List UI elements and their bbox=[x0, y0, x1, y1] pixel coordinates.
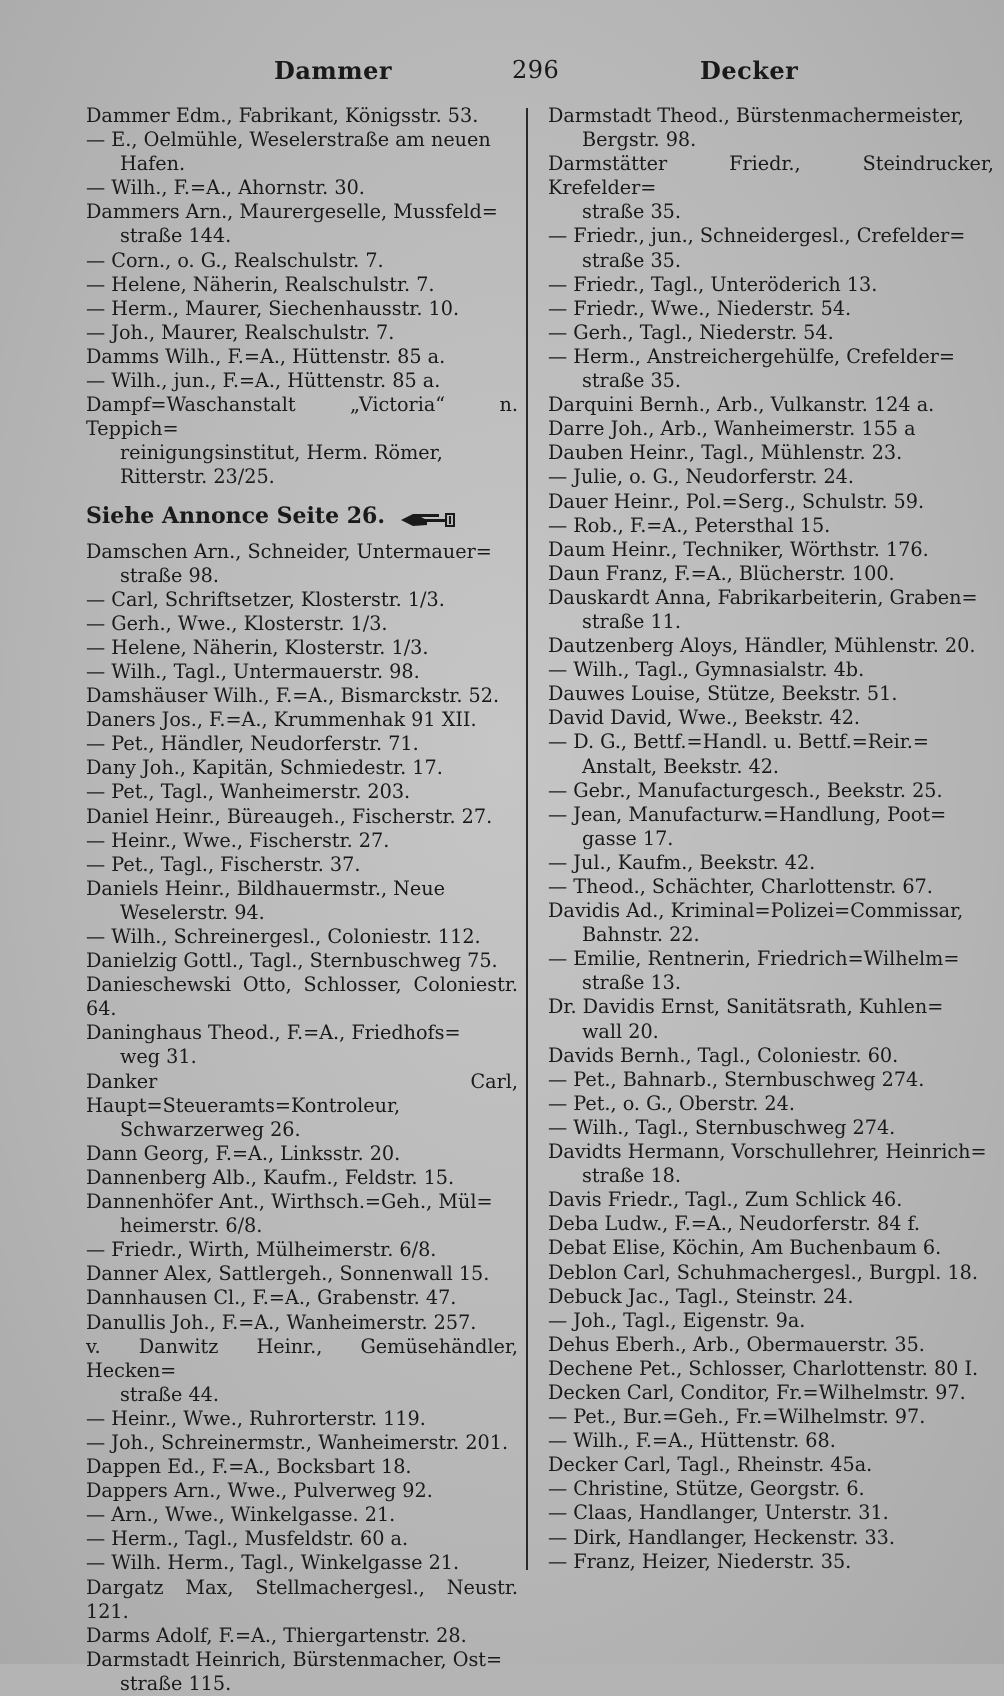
directory-entry bbox=[548, 947, 994, 995]
directory-entry bbox=[548, 995, 994, 1043]
directory-entry bbox=[548, 393, 994, 417]
directory-entry bbox=[548, 297, 994, 321]
page-number: 296 bbox=[512, 56, 560, 84]
directory-entry bbox=[548, 345, 994, 393]
entry-line: Deba Ludw., F.=A., Neudorferstr. 84 f. bbox=[548, 1212, 921, 1236]
entry-line: — Joh., Schreinermstr., Wanheimerstr. 201. bbox=[86, 1430, 509, 1454]
directory-entry bbox=[548, 1116, 994, 1140]
entry-line: — Gerh., Wwe., Klosterstr. 1/3. bbox=[86, 611, 388, 635]
entry-line: — Friedr., Wirth, Mülheimerstr. 6/8. bbox=[86, 1238, 437, 1262]
entry-line: — Wilh., jun., F.=A., Hüttenstr. 85 a. bbox=[86, 369, 441, 393]
directory-entry bbox=[548, 465, 994, 489]
entry-continuation: straße 35. bbox=[582, 248, 681, 272]
directory-entry bbox=[86, 1431, 518, 1455]
directory-entry bbox=[548, 1092, 994, 1116]
entry-line: — Joh., Tagl., Eigenstr. 9a. bbox=[548, 1308, 806, 1332]
directory-entry bbox=[548, 875, 994, 899]
directory-entry bbox=[548, 1140, 994, 1188]
directory-entry bbox=[86, 1262, 518, 1286]
entry-line: Dauben Heinr., Tagl., Mühlenstr. 23. bbox=[548, 441, 903, 465]
directory-entry bbox=[548, 417, 994, 441]
directory-entry bbox=[86, 1335, 518, 1407]
entry-line: — Wilh., Tagl., Sternbuschweg 274. bbox=[548, 1115, 896, 1139]
directory-entry bbox=[548, 562, 994, 586]
entry-line: Dauer Heinr., Pol.=Serg., Schulstr. 59. bbox=[548, 489, 925, 513]
directory-entry bbox=[86, 1527, 518, 1551]
directory-entry bbox=[548, 1550, 994, 1574]
directory-entry bbox=[548, 441, 994, 465]
entry-line: Danullis Joh., F.=A., Wanheimerstr. 257. bbox=[86, 1310, 477, 1334]
entry-line: — E., Oelmühle, Weselerstraße am neuen bbox=[86, 128, 491, 152]
entry-line: Dannenhöfer Ant., Wirthsch.=Geh., Mül= bbox=[86, 1190, 493, 1214]
entry-line: Damschen Arn., Schneider, Untermauer= bbox=[86, 539, 492, 563]
directory-entry bbox=[86, 1142, 518, 1166]
entry-line: — Wilh., Schreinergesl., Coloniestr. 112. bbox=[86, 925, 481, 948]
column-divider bbox=[526, 108, 528, 1570]
entry-line: Danielzig Gottl., Tagl., Sternbuschweg 75. bbox=[86, 949, 498, 973]
directory-entry bbox=[548, 803, 994, 851]
entry-continuation: straße 35. bbox=[582, 369, 681, 393]
entry-continuation: Ritterstr. 23/25. bbox=[120, 465, 275, 489]
entry-line: — Heinr., Wwe., Fischerstr. 27. bbox=[86, 828, 390, 852]
directory-entry bbox=[548, 1236, 994, 1260]
directory-entry bbox=[86, 1238, 518, 1262]
directory-entry bbox=[548, 1044, 994, 1068]
directory-entry bbox=[548, 273, 994, 297]
directory-entry bbox=[86, 949, 518, 973]
entry-continuation: straße 13. bbox=[582, 971, 681, 995]
directory-entry bbox=[548, 658, 994, 682]
entry-line: Dannhausen Cl., F.=A., Grabenstr. 47. bbox=[86, 1286, 457, 1310]
entry-line: v. Danwitz Heinr., Gemüsehändler, Hecken= bbox=[86, 1334, 518, 1382]
entry-line: — Wilh., Tagl., Gymnasialstr. 4b. bbox=[548, 658, 865, 682]
entry-line: — Herm., Anstreichergehülfe, Crefelder= bbox=[548, 344, 955, 368]
entry-line: David David, Wwe., Beekstr. 42. bbox=[548, 706, 861, 730]
left-column bbox=[86, 104, 518, 1696]
directory-entry bbox=[86, 1407, 518, 1431]
entry-line: Dauskardt Anna, Fabrikarbeiterin, Graben= bbox=[548, 585, 978, 609]
directory-entry bbox=[86, 1311, 518, 1335]
entry-line: Dauwes Louise, Stütze, Beekstr. 51. bbox=[548, 682, 898, 706]
entry-line: — Christine, Stütze, Georgstr. 6. bbox=[548, 1477, 865, 1501]
annonce-text: Siehe Annonce Seite 26. bbox=[86, 502, 386, 529]
entry-line: — Herm., Maurer, Siechenhausstr. 10. bbox=[86, 296, 460, 320]
directory-entry bbox=[86, 684, 518, 708]
entry-line: Davidis Ad., Kriminal=Polizei=Commissar, bbox=[548, 899, 964, 923]
entry-line: Dany Joh., Kapitän, Schmiedestr. 17. bbox=[86, 756, 443, 780]
entry-line: Dechene Pet., Schlosser, Charlottenstr. 80 I. bbox=[548, 1356, 979, 1380]
entry-continuation: weg 31. bbox=[120, 1045, 197, 1069]
entry-line: Dappen Ed., F.=A., Bocksbart 18. bbox=[86, 1455, 412, 1479]
entry-line: Darmstadt Theod., Bürstenmachermeister, bbox=[548, 104, 964, 127]
entry-line: Dr. Davidis Ernst, Sanitätsrath, Kuhlen= bbox=[548, 995, 944, 1019]
entry-line: Decken Carl, Conditor, Fr.=Wilhelmstr. 97. bbox=[548, 1380, 966, 1404]
entry-line: — Claas, Handlanger, Unterstr. 31. bbox=[548, 1501, 889, 1525]
entry-line: — Dirk, Handlanger, Heckenstr. 33. bbox=[548, 1525, 895, 1549]
entry-line: Dann Georg, F.=A., Linksstr. 20. bbox=[86, 1141, 401, 1165]
directory-entry bbox=[86, 1286, 518, 1310]
entry-continuation: straße 11. bbox=[582, 609, 681, 633]
entry-line: Daninghaus Theod., F.=A., Friedhofs= bbox=[86, 1021, 461, 1045]
directory-entry bbox=[86, 636, 518, 660]
directory-entry bbox=[86, 1190, 518, 1238]
entry-line: Davids Bernh., Tagl., Coloniestr. 60. bbox=[548, 1043, 899, 1067]
entry-line: Damms Wilh., F.=A., Hüttenstr. 85 a. bbox=[86, 344, 446, 368]
entry-line: — D. G., Bettf.=Handl. u. Bettf.=Reir.= bbox=[548, 730, 929, 754]
entry-continuation: straße 144. bbox=[120, 224, 232, 248]
entry-continuation: Bergstr. 98. bbox=[582, 128, 697, 152]
entry-line: — Franz, Heizer, Niederstr. 35. bbox=[548, 1549, 852, 1573]
directory-entry bbox=[86, 805, 518, 829]
entry-line: Darms Adolf, F.=A., Thiergartenstr. 28. bbox=[86, 1623, 467, 1647]
entry-continuation: Bahnstr. 22. bbox=[582, 923, 700, 947]
directory-entry bbox=[548, 730, 994, 778]
entry-continuation: straße 115. bbox=[120, 1671, 232, 1695]
directory-entry bbox=[86, 393, 518, 489]
entry-line: — Helene, Näherin, Klosterstr. 1/3. bbox=[86, 635, 429, 659]
entry-line: Davis Friedr., Tagl., Zum Schlick 46. bbox=[548, 1188, 903, 1212]
directory-entry bbox=[86, 1648, 518, 1696]
directory-entry bbox=[548, 514, 994, 538]
entry-continuation: Schwarzerweg 26. bbox=[120, 1117, 301, 1141]
directory-entry bbox=[86, 1503, 518, 1527]
entry-line: Deblon Carl, Schuhmachergesl., Burgpl. 18. bbox=[548, 1260, 978, 1284]
entry-line: Daners Jos., F.=A., Krummenhak 91 XII. bbox=[86, 708, 477, 732]
entry-continuation: wall 20. bbox=[582, 1019, 659, 1043]
entry-line: — Corn., o. G., Realschulstr. 7. bbox=[86, 248, 384, 272]
directory-entry bbox=[86, 104, 518, 128]
entry-line: — Joh., Maurer, Realschulstr. 7. bbox=[86, 320, 395, 344]
entry-line: — Friedr., jun., Schneidergesl., Crefelder= bbox=[548, 224, 966, 248]
entry-line: Dargatz Max, Stellmachergesl., Neustr. 121. bbox=[86, 1575, 518, 1623]
directory-entry bbox=[86, 540, 518, 588]
running-head-left: Dammer bbox=[274, 56, 393, 85]
annonce-notice bbox=[86, 502, 518, 530]
entry-line: — Pet., Bur.=Geh., Fr.=Wilhelmstr. 97. bbox=[548, 1405, 926, 1429]
entry-line: — Heinr., Wwe., Ruhrorterstr. 119. bbox=[86, 1406, 426, 1430]
entry-line: — Pet., Tagl., Wanheimerstr. 203. bbox=[86, 780, 411, 804]
entry-line: Dannenberg Alb., Kaufm., Feldstr. 15. bbox=[86, 1165, 455, 1189]
entry-line: — Friedr., Wwe., Niederstr. 54. bbox=[548, 296, 852, 320]
entry-continuation: heimerstr. 6/8. bbox=[120, 1214, 263, 1238]
directory-entry bbox=[86, 925, 518, 949]
directory-entry bbox=[548, 1453, 994, 1477]
directory-entry bbox=[548, 490, 994, 514]
directory-entry bbox=[86, 297, 518, 321]
directory-entry bbox=[548, 851, 994, 875]
entry-line: Daun Franz, F.=A., Blücherstr. 100. bbox=[548, 561, 895, 585]
directory-entry bbox=[548, 1381, 994, 1405]
directory-entry bbox=[548, 1501, 994, 1525]
directory-entry bbox=[86, 249, 518, 273]
entry-line: Decker Carl, Tagl., Rheinstr. 45a. bbox=[548, 1453, 873, 1477]
directory-entry bbox=[86, 973, 518, 1021]
directory-entry bbox=[548, 152, 994, 224]
entry-line: — Friedr., Tagl., Unteröderich 13. bbox=[548, 272, 878, 296]
entry-line: — Pet., Bahnarb., Sternbuschweg 274. bbox=[548, 1067, 925, 1091]
entry-line: Danner Alex, Sattlergeh., Sonnenwall 15. bbox=[86, 1262, 490, 1286]
directory-entry bbox=[548, 224, 994, 272]
directory-entry bbox=[86, 345, 518, 369]
entry-line: Daniel Heinr., Büreaugeh., Fischerstr. 27. bbox=[86, 804, 493, 828]
entry-continuation: gasse 17. bbox=[582, 826, 674, 850]
directory-entry bbox=[86, 756, 518, 780]
entry-line: — Emilie, Rentnerin, Friedrich=Wilhelm= bbox=[548, 947, 960, 971]
entry-line: Danieschewski Otto, Schlosser, Coloniestr. 64. bbox=[86, 973, 518, 1021]
entry-continuation: Anstalt, Beekstr. 42. bbox=[582, 754, 780, 778]
directory-entry bbox=[86, 128, 518, 176]
directory-entry bbox=[548, 1261, 994, 1285]
entry-line: Daniels Heinr., Bildhauermstr., Neue bbox=[86, 876, 446, 900]
entry-line: Darre Joh., Arb., Wanheimerstr. 155 a bbox=[548, 417, 916, 441]
directory-entry bbox=[86, 1479, 518, 1503]
entry-line: — Pet., Händler, Neudorferstr. 71. bbox=[86, 732, 419, 756]
directory-entry bbox=[86, 1624, 518, 1648]
directory-entry bbox=[548, 1212, 994, 1236]
entry-line: — Wilh., F.=A., Ahornstr. 30. bbox=[86, 176, 365, 200]
directory-entry bbox=[86, 780, 518, 804]
entry-line: Darmstadt Heinrich, Bürstenmacher, Ost= bbox=[86, 1647, 503, 1671]
directory-entry bbox=[86, 1021, 518, 1069]
directory-entry bbox=[86, 829, 518, 853]
entry-line: Dampf=Waschanstalt „Victoria“ n. Teppich= bbox=[86, 393, 518, 441]
directory-entry bbox=[548, 104, 994, 152]
directory-entry bbox=[86, 1551, 518, 1575]
entry-line: — Jul., Kaufm., Beekstr. 42. bbox=[548, 850, 816, 874]
entry-line: — Pet., o. G., Oberstr. 24. bbox=[548, 1091, 795, 1115]
entry-line: Dehus Eberh., Arb., Obermauerstr. 35. bbox=[548, 1332, 925, 1356]
pointing-hand-icon bbox=[399, 508, 457, 526]
entry-line: Daum Heinr., Techniker, Wörthstr. 176. bbox=[548, 537, 929, 561]
directory-entry bbox=[86, 588, 518, 612]
right-column bbox=[548, 104, 994, 1574]
directory-entry bbox=[548, 1068, 994, 1092]
directory-entry bbox=[86, 612, 518, 636]
directory-entry bbox=[86, 877, 518, 925]
directory-entry bbox=[86, 1576, 518, 1624]
entry-line: — Herm., Tagl., Musfeldstr. 60 a. bbox=[86, 1527, 409, 1551]
entry-continuation: straße 98. bbox=[120, 563, 219, 587]
directory-entry bbox=[86, 176, 518, 200]
entry-line: Debuck Jac., Tagl., Steinstr. 24. bbox=[548, 1284, 854, 1308]
directory-entry bbox=[548, 586, 994, 634]
running-head-right: Decker bbox=[700, 56, 799, 85]
directory-entry bbox=[548, 1285, 994, 1309]
entry-line: — Julie, o. G., Neudorferstr. 24. bbox=[548, 465, 854, 489]
entry-continuation: Weselerstr. 94. bbox=[120, 900, 265, 924]
directory-entry bbox=[548, 321, 994, 345]
entry-line: Dammers Arn., Maurergeselle, Mussfeld= bbox=[86, 200, 498, 224]
entry-line: — Jean, Manufacturw.=Handlung, Poot= bbox=[548, 802, 947, 826]
entry-line: Damshäuser Wilh., F.=A., Bismarckstr. 52. bbox=[86, 684, 500, 708]
directory-entry bbox=[86, 853, 518, 877]
entry-line: — Wilh. Herm., Tagl., Winkelgasse 21. bbox=[86, 1551, 460, 1575]
entry-continuation: reinigungsinstitut, Herm. Römer, bbox=[120, 441, 443, 465]
directory-entry bbox=[86, 321, 518, 345]
directory-entry bbox=[548, 1526, 994, 1550]
entry-line: — Pet., Tagl., Fischerstr. 37. bbox=[86, 852, 361, 876]
entry-line: — Wilh., Tagl., Untermauerstr. 98. bbox=[86, 659, 420, 683]
directory-entry bbox=[548, 1429, 994, 1453]
directory-entry bbox=[86, 369, 518, 393]
directory-entry bbox=[86, 660, 518, 684]
directory-entry bbox=[548, 538, 994, 562]
entry-continuation: straße 18. bbox=[582, 1164, 681, 1188]
directory-entry bbox=[548, 1357, 994, 1381]
entry-line: Dammer Edm., Fabrikant, Königsstr. 53. bbox=[86, 104, 479, 127]
entry-line: — Theod., Schächter, Charlottenstr. 67. bbox=[548, 875, 933, 898]
directory-entry bbox=[548, 1333, 994, 1357]
entry-continuation: straße 35. bbox=[582, 200, 681, 224]
entry-line: Darmstätter Friedr., Steindrucker, Krefelder= bbox=[548, 152, 994, 200]
entry-line: — Gebr., Manufacturgesch., Beekstr. 25. bbox=[548, 778, 943, 802]
entry-line: Debat Elise, Köchin, Am Buchenbaum 6. bbox=[548, 1236, 942, 1260]
directory-entry bbox=[86, 732, 518, 756]
entry-line: Dautzenberg Aloys, Händler, Mühlenstr. 20. bbox=[548, 634, 976, 658]
directory-entry bbox=[548, 634, 994, 658]
directory-entry bbox=[548, 899, 994, 947]
entry-line: Darquini Bernh., Arb., Vulkanstr. 124 a. bbox=[548, 393, 935, 417]
directory-entry bbox=[548, 1477, 994, 1501]
directory-entry bbox=[548, 1405, 994, 1429]
entry-line: — Wilh., F.=A., Hüttenstr. 68. bbox=[548, 1429, 836, 1453]
entry-line: — Rob., F.=A., Petersthal 15. bbox=[548, 513, 831, 537]
directory-entry bbox=[548, 779, 994, 803]
entry-line: — Helene, Näherin, Realschulstr. 7. bbox=[86, 272, 435, 296]
entry-line: — Carl, Schriftsetzer, Klosterstr. 1/3. bbox=[86, 587, 445, 611]
entry-line: — Gerh., Tagl., Niederstr. 54. bbox=[548, 320, 834, 344]
directory-entry bbox=[548, 706, 994, 730]
directory-entry bbox=[548, 1188, 994, 1212]
directory-entry bbox=[86, 1455, 518, 1479]
entry-line: Dappers Arn., Wwe., Pulverweg 92. bbox=[86, 1479, 433, 1503]
directory-entry bbox=[86, 273, 518, 297]
directory-entry bbox=[548, 1309, 994, 1333]
entry-continuation: Hafen. bbox=[120, 152, 186, 176]
entry-line: Danker Carl, Haupt=Steueramts=Kontroleur, bbox=[86, 1069, 518, 1117]
directory-entry bbox=[86, 200, 518, 248]
entry-continuation: straße 44. bbox=[120, 1382, 219, 1406]
entry-line: Davidts Hermann, Vorschullehrer, Heinrich= bbox=[548, 1140, 987, 1164]
directory-entry bbox=[86, 1070, 518, 1142]
directory-entry bbox=[548, 682, 994, 706]
entry-line: — Arn., Wwe., Winkelgasse. 21. bbox=[86, 1503, 396, 1527]
directory-entry bbox=[86, 708, 518, 732]
directory-entry bbox=[86, 1166, 518, 1190]
